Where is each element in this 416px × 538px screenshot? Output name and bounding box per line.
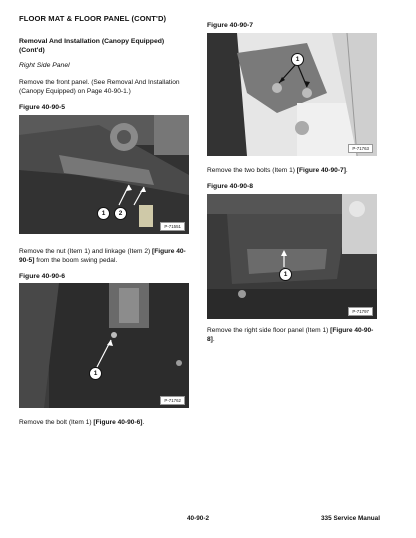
floor-panel-illustration [207, 194, 377, 319]
figure-40-90-5-photo [19, 115, 189, 234]
page-number: 40-90-2 [187, 515, 210, 522]
callout-item-1: 1 [89, 367, 102, 380]
manual-title: 335 Service Manual [321, 515, 380, 522]
callout-item-1: 1 [279, 268, 292, 281]
figure-40-90-8-label: Figure 40-90-8 [207, 183, 254, 190]
photo-code: P-71763 [348, 144, 373, 153]
subsection-title: Right Side Panel [19, 62, 70, 69]
figure-40-90-7-label: Figure 40-90-7 [207, 22, 254, 29]
figure-40-90-8-photo [207, 194, 377, 319]
photo-code: P-71762 [160, 396, 185, 405]
step-remove-floor-panel [207, 326, 383, 344]
section-title-line1: Removal And Installation (Canopy Equipped) [19, 38, 165, 45]
figure-40-90-7-photo [207, 33, 377, 156]
step1-line2: (Canopy Equipped) on Page 40-90-1.) [19, 88, 131, 96]
figure-40-90-5-label: Figure 40-90-5 [19, 104, 66, 111]
step-remove-nut-linkage [19, 247, 197, 265]
figure-40-90-6-label: Figure 40-90-6 [19, 273, 66, 280]
step3-text-c: . [142, 419, 145, 426]
step4-text-c: . [345, 167, 348, 174]
page-header: FLOOR MAT & FLOOR PANEL (CONT'D) [19, 14, 167, 23]
step2-text-b: from the boom swing pedal. [34, 257, 118, 265]
two-bolts-illustration [207, 33, 377, 156]
step5-figure-ref-b: 8] [207, 336, 213, 344]
photo-code: P-71797 [348, 307, 373, 316]
step2-figure-ref-b: 90-5] [19, 257, 35, 265]
step1-line1: Remove the front panel. (See Removal And Installation [19, 79, 180, 86]
bolt-illustration [19, 283, 189, 408]
step2-figure-ref-a: [Figure 40- [152, 248, 186, 255]
step4-text-a: Remove the two bolts (Item 1) [207, 167, 297, 174]
step-remove-two-bolts [207, 166, 348, 175]
step3-text-a: Remove the bolt (Item 1) [19, 419, 94, 426]
step-remove-bolt [19, 418, 144, 427]
callout-item-2: 2 [114, 207, 127, 220]
section-title-line2: (Cont'd) [19, 47, 45, 54]
step5-text-b: . [212, 336, 215, 344]
step4-figure-ref: [Figure 40-90-7] [296, 167, 346, 174]
step-remove-front-panel [19, 78, 199, 96]
photo-code: P-71551 [160, 222, 185, 231]
callout-item-1: 1 [291, 53, 304, 66]
figure-40-90-6-photo [19, 283, 189, 408]
step3-figure-ref: [Figure 40-90-6] [93, 419, 143, 426]
section-title [19, 37, 164, 55]
step2-text-a: Remove the nut (Item 1) and linkage (Item 2) [19, 248, 153, 255]
callout-item-1: 1 [97, 207, 110, 220]
step5-text-a: Remove the right side floor panel (Item 1) [207, 327, 331, 334]
step5-figure-ref-a: [Figure 40-90- [330, 327, 374, 334]
